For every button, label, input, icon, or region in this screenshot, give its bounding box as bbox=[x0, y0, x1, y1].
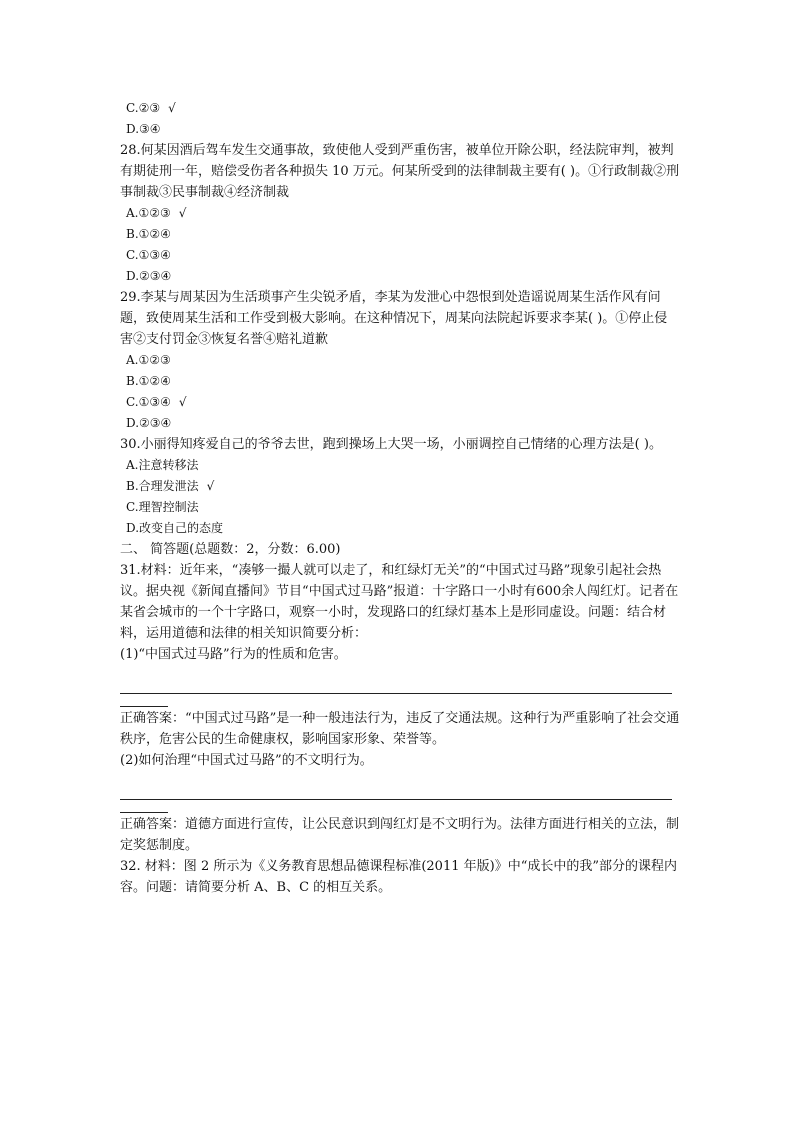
q31-answer2: 正确答案：道德方面进行宣传，让公民意识到闯红灯是不文明行为。法律方面进行相关的立法，制定奖惩制度。 bbox=[120, 817, 680, 853]
correct-check-icon: √ bbox=[168, 101, 176, 115]
q27-option-c: C.②③ √ bbox=[126, 101, 176, 115]
q29-stem: 29.李某与周某因为生活琐事产生尖锐矛盾，李某为发泄心中怨恨到处造谣说周某生活作风有问题，致使周某生活和工作受到极大影响。在这种情况下，周某向法院起诉要求李某( )。①停止侵害②支付罚金③恢复名誉④赔礼道歉 bbox=[120, 290, 668, 347]
q32-stem: 32. 材料：图 2 所示为《义务教育思想品德课程标准(2011 年版)》中“成长中的我”部分的课程内容。问题：请简要分析 A、B、C 的相互关系。 bbox=[120, 859, 677, 895]
q31-answer1: 正确答案：“中国式过马路”是一种一般违法行为，违反了交通法规。这种行为严重影响了社会交通秩序，危害公民的生命健康权，影响国家形象、荣誉等。 bbox=[120, 711, 680, 747]
q31-material: 31.材料：近年来，“凑够一撮人就可以走了，和红绿灯无关”的“中国式过马路”现象引起社会热议。据央视《新闻直播间》节目“中国式过马路”报道：十字路口一小时有600余人闯红灯。记者在某省会城市的一个十字路口，观察一小时，发现路口的红绿灯基本上是形同虚设。问题：结合材料，运用道德和法律的相关知识简要分析： bbox=[120, 563, 679, 641]
answer-blank-2[interactable] bbox=[120, 771, 672, 800]
q28-option-d: D.②③④ bbox=[126, 269, 172, 283]
q27-option-d: D.③④ bbox=[126, 122, 161, 136]
q29-option-c: C.①③④ √ bbox=[126, 395, 187, 409]
q30-option-a: A.注意转移法 bbox=[126, 458, 199, 472]
answer-blank-1[interactable] bbox=[120, 665, 672, 694]
q29-option-a: A.①②③ bbox=[126, 353, 171, 367]
q28-stem: 28.何某因酒后驾车发生交通事故，致使他人受到严重伤害，被单位开除公职，经法院审判，被判有期徒刑一年，赔偿受伤者各种损失 10 万元。何某所受到的法律制裁主要有( )。①行政制裁②刑事制裁③民事制裁④经济制裁 bbox=[120, 143, 680, 200]
q28-option-a: A.①②③ √ bbox=[126, 206, 187, 220]
section-heading: 二、 简答题(总题数：2，分数：6.00) bbox=[120, 542, 341, 557]
exam-page bbox=[120, 98, 680, 898]
q30-stem: 30.小丽得知疼爱自己的爷爷去世，跑到操场上大哭一场，小丽调控自己情绪的心理方法是( )。 bbox=[120, 437, 662, 452]
q30-option-d: D.改变自己的态度 bbox=[126, 521, 224, 535]
q30-option-c: C.理智控制法 bbox=[126, 500, 199, 514]
correct-check-icon: √ bbox=[178, 206, 187, 220]
q29-option-b: B.①②④ bbox=[126, 374, 171, 388]
q29-option-d: D.②③④ bbox=[126, 416, 172, 430]
q28-option-b: B.①②④ bbox=[126, 227, 171, 241]
q31-sub2: (2)如何治理“中国式过马路”的不文明行为。 bbox=[120, 753, 373, 768]
correct-check-icon: √ bbox=[206, 479, 215, 493]
correct-check-icon: √ bbox=[178, 395, 187, 409]
q30-option-b: B.合理发泄法 √ bbox=[126, 479, 215, 493]
q31-sub1: (1)“中国式过马路”行为的性质和危害。 bbox=[120, 647, 347, 662]
q28-option-c: C.①③④ bbox=[126, 248, 171, 262]
